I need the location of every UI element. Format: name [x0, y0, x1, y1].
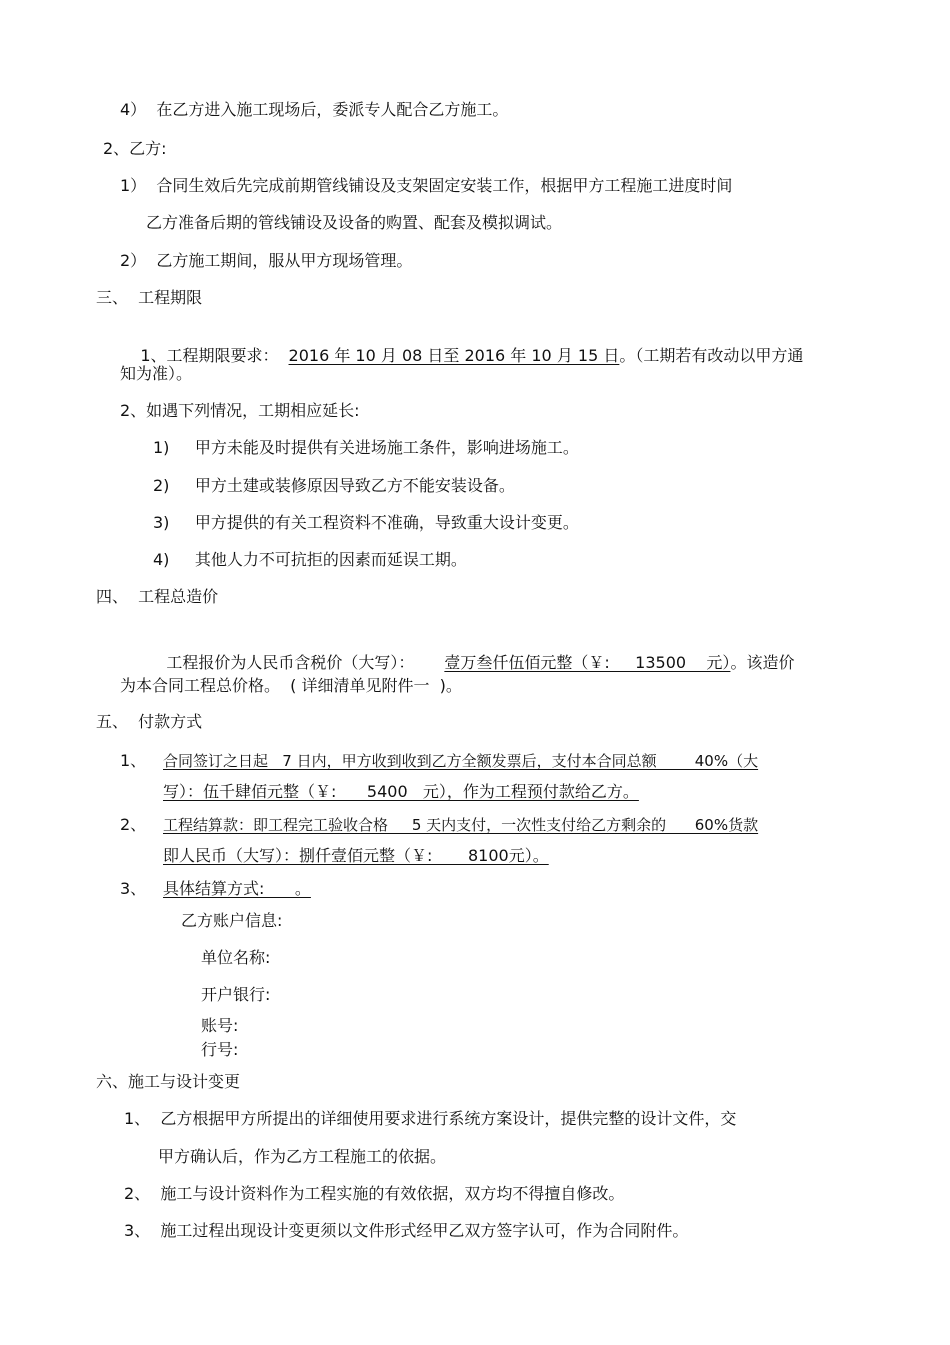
price-label: 工程报价为人民币含税价（大写）： [166, 653, 415, 672]
party-b-duty-1: 1） 合同生效后先完成前期管线铺设及支架固定安装工作，根据甲方工程施工进度时间 [120, 176, 733, 195]
design-change-3: 3、 施工过程出现设计变更须以文件形式经甲乙双方签字认可，作为合同附件。 [124, 1221, 689, 1240]
payment-2-text-cont: 即人民币（大写）：捌仟壹佰元整（￥: 8100元）。 [163, 846, 549, 865]
extension-item-2: 2) 甲方土建或装修原因导致乙方不能安装设备。 [153, 476, 515, 495]
payment-1-text-cont: 写）：伍千肆佰元整（￥: 5400 元），作为工程预付款给乙方。 [163, 782, 639, 801]
payment-1-number: 1、 [120, 751, 147, 770]
party-a-duty-4: 4） 在乙方进入施工现场后，委派专人配合乙方施工。 [120, 100, 509, 119]
section-3-heading: 三、 工程期限 [96, 288, 203, 307]
account-bank: 开户银行: [201, 985, 271, 1004]
payment-3-number: 3、 [120, 879, 147, 898]
price-amount: 壹万叁仟伍佰元整（￥: 13500 元） [444, 653, 731, 672]
extension-item-3: 3) 甲方提供的有关工程资料不准确，导致重大设计变更。 [153, 513, 579, 532]
period-requirement [120, 326, 803, 386]
payment-2-text: 工程结算款：即工程完工验收合格 5 天内支付，一次性支付给乙方剩余的 60%货款 [163, 816, 759, 834]
section-5-heading: 五、 付款方式 [96, 712, 203, 731]
account-unit-name: 单位名称: [201, 948, 271, 967]
extension-item-1: 1) 甲方未能及时提供有关进场施工条件，影响进场施工。 [153, 438, 579, 457]
payment-3-text: 具体结算方式: 。 [163, 879, 311, 898]
price-note: 。该造价 [730, 653, 795, 672]
design-change-2: 2、 施工与设计资料作为工程实施的有效依据，双方均不得擅自修改。 [124, 1184, 625, 1203]
party-b-heading: 2、乙方: [103, 139, 167, 158]
period-note: 。（工期若有改动以甲方通 [619, 346, 804, 365]
design-change-1: 1、 乙方根据甲方所提出的详细使用要求进行系统方案设计，提供完整的设计文件，交 [124, 1109, 737, 1128]
extension-item-4: 4) 其他人力不可抗拒的因素而延误工期。 [153, 550, 467, 569]
account-number: 账号: [201, 1016, 239, 1035]
design-change-1-cont: 甲方确认后，作为乙方工程施工的依据。 [158, 1147, 447, 1166]
account-bank-code: 行号: [201, 1040, 239, 1059]
period-dates: 2016 年 10 月 08 日至 2016 年 10 月 15 日 [288, 346, 620, 365]
party-b-duty-1-cont: 乙方准备后期的管线铺设及设备的购置、配套及模拟调试。 [146, 213, 563, 232]
party-b-duty-2: 2） 乙方施工期间，服从甲方现场管理。 [120, 251, 413, 270]
section-4-heading: 四、 工程总造价 [96, 587, 219, 606]
section-6-heading: 六、施工与设计变更 [96, 1072, 241, 1091]
payment-2-number: 2、 [120, 815, 147, 834]
account-info-label: 乙方账户信息: [181, 911, 283, 930]
period-note-cont: 知为准）。 [120, 364, 193, 383]
price-line-cont: 为本合同工程总价格。 ( 详细清单见附件一 )。 [120, 676, 462, 695]
payment-1-text: 合同签订之日起 7 日内，甲方收到收到乙方全额发票后，支付本合同总额 40%（大 [163, 752, 759, 770]
extension-heading: 2、如遇下列情况，工期相应延长: [120, 401, 360, 420]
period-label: 1、工程期限要求： [140, 346, 279, 365]
